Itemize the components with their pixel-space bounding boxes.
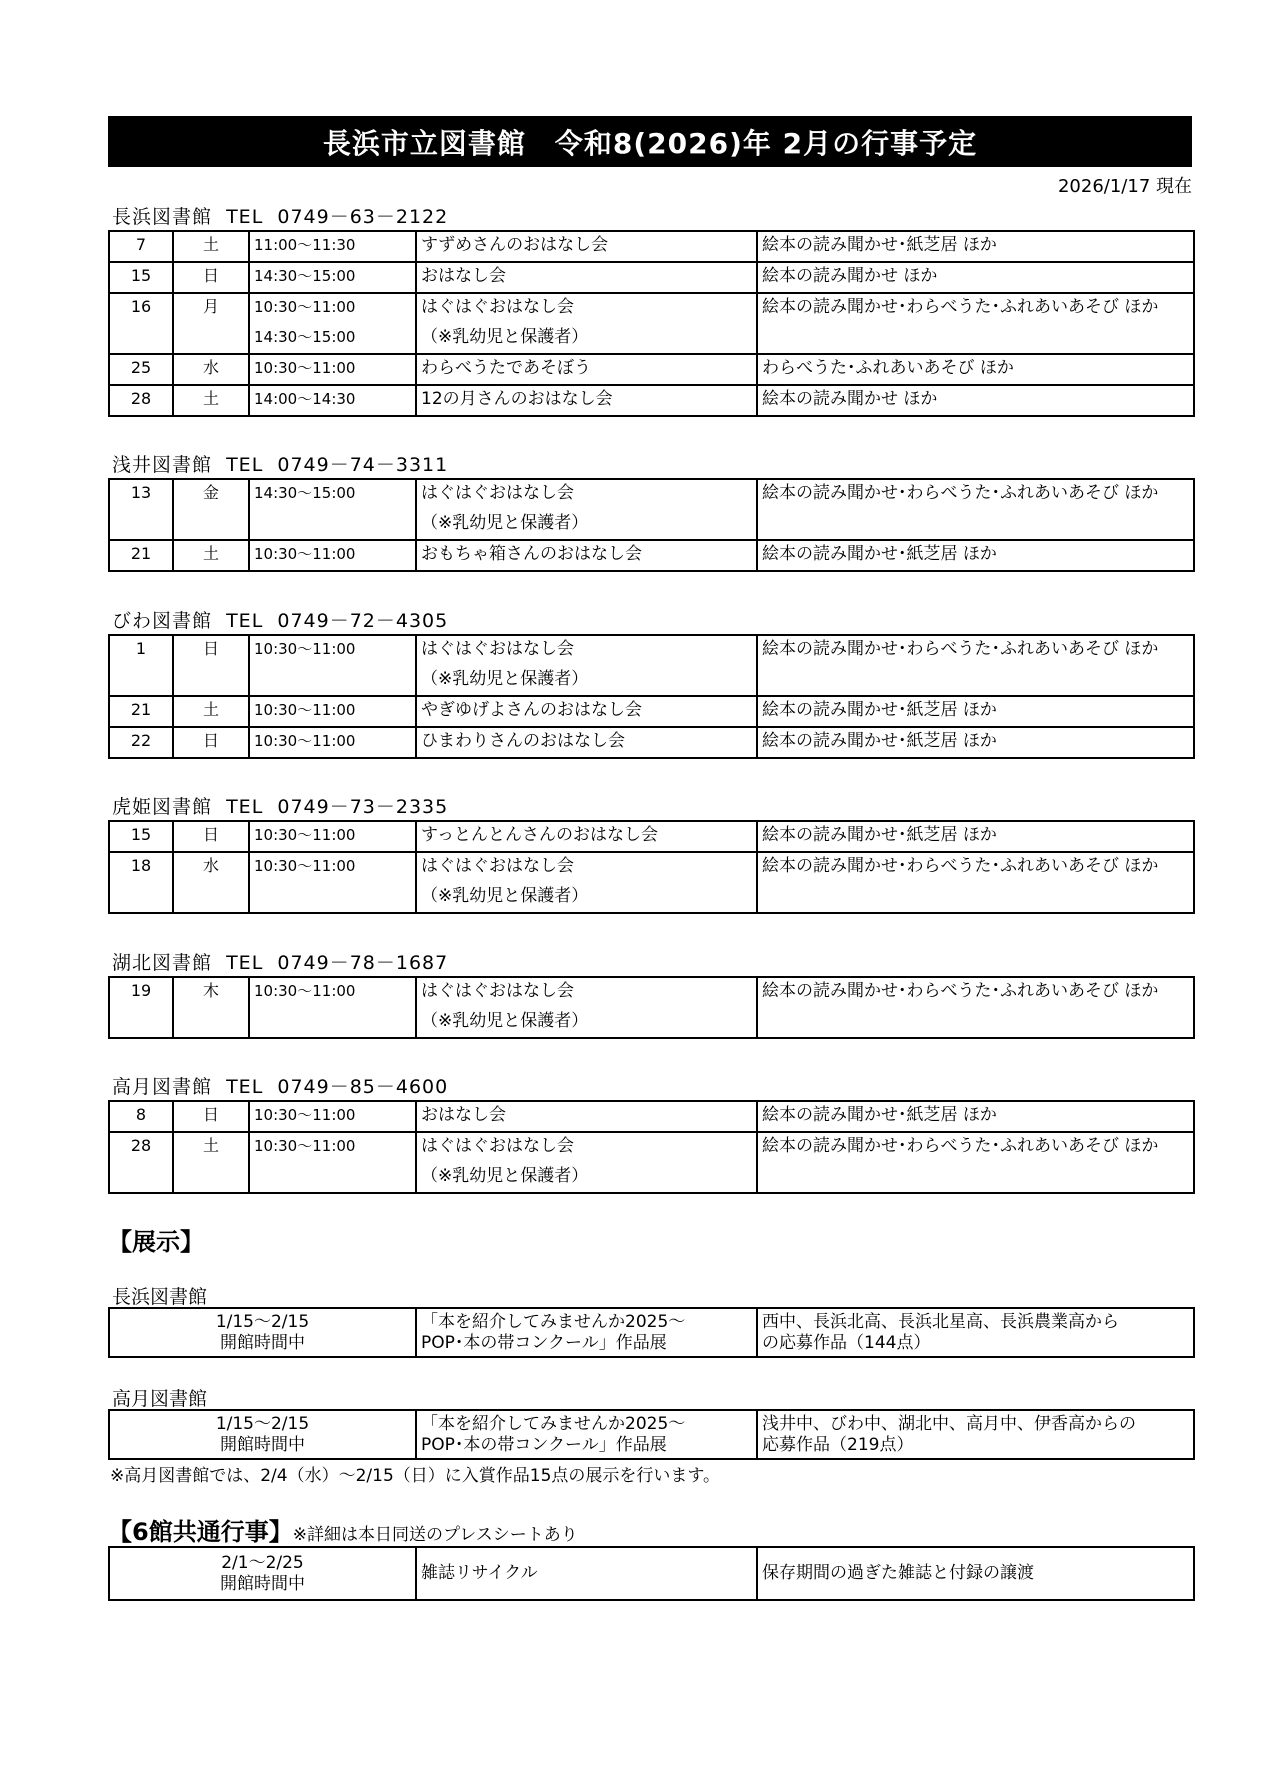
exhibit-description-line: 西中、長浜北高、長浜北星高、長浜農業高から (762, 1311, 1119, 1332)
event-time: 10:30～11:00 (249, 635, 416, 696)
event-time: 10:30～11:00 (249, 852, 416, 913)
event-day: 13 (109, 479, 173, 540)
common-events-heading (108, 1512, 578, 1547)
events-table-azai (108, 478, 1195, 572)
event-title: ひまわりさんのおはなし会 (416, 727, 757, 758)
exhibit-library-takatsuki: 高月図書館 (112, 1388, 208, 1410)
table-row (109, 479, 1194, 540)
common-description: 保存期間の過ぎた雑誌と付録の譲渡 (757, 1547, 1194, 1600)
table-row (109, 977, 1194, 1038)
event-day: 15 (109, 262, 173, 293)
event-time-line: 14:30～15:00 (254, 328, 356, 346)
table-row (109, 1410, 1194, 1459)
page-title: 長浜市立図書館 令和8(2026)年 2月の行事予定 (108, 116, 1192, 167)
event-description (757, 293, 1194, 354)
exhibit-title (416, 1410, 757, 1459)
event-time: 14:30～15:00 (249, 262, 416, 293)
common-period-dates: 2/1～2/25 (221, 1552, 304, 1573)
table-row (109, 635, 1194, 696)
table-row (109, 385, 1194, 416)
event-description (757, 1132, 1194, 1193)
exhibit-title-line: 「本を紹介してみませんか2025～ (421, 1413, 686, 1434)
event-weekday: 土 (173, 696, 249, 727)
event-weekday: 土 (173, 385, 249, 416)
event-title: おはなし会 (416, 1101, 757, 1132)
event-day: 7 (109, 231, 173, 262)
event-weekday: 日 (173, 262, 249, 293)
event-weekday: 日 (173, 821, 249, 852)
common-events-note: ※詳細は本日同送のプレスシートあり (292, 1525, 578, 1545)
event-time: 10:30～11:00 (249, 696, 416, 727)
table-row (109, 696, 1194, 727)
event-weekday: 日 (173, 1101, 249, 1132)
exhibit-title-line: POP･本の帯コンクール」作品展 (421, 1434, 667, 1455)
event-title-note: （※乳幼児と保護者） (421, 886, 589, 906)
event-time: 10:30～11:00 (249, 727, 416, 758)
common-title: 雑誌リサイクル (416, 1547, 757, 1600)
table-row (109, 231, 1194, 262)
event-title-note: （※乳幼児と保護者） (421, 327, 589, 347)
event-description-text: 絵本の読み聞かせ･わらべうた･ふれあいあそび ほか (762, 981, 1159, 1001)
library-heading-azai: 浅井図書館 TEL 0749－74－3311 (112, 454, 449, 476)
table-row (109, 262, 1194, 293)
event-title: わらべうたであそぼう (416, 354, 757, 385)
exhibit-table-nagahama (108, 1307, 1195, 1358)
exhibit-period-hours: 開館時間中 (220, 1332, 305, 1353)
event-title (416, 977, 757, 1038)
exhibit-description-line: 浅井中、びわ中、湖北中、高月中、伊香高からの (762, 1413, 1136, 1434)
event-weekday: 水 (173, 354, 249, 385)
exhibit-period-dates: 1/15～2/15 (215, 1413, 310, 1434)
event-title-line: はぐはぐおはなし会 (421, 1136, 574, 1156)
event-day: 25 (109, 354, 173, 385)
events-table-biwa (108, 634, 1195, 759)
event-day: 21 (109, 540, 173, 571)
event-title-note: （※乳幼児と保護者） (421, 669, 589, 689)
table-row (109, 727, 1194, 758)
event-description-text: 絵本の読み聞かせ･わらべうた･ふれあいあそび ほか (762, 297, 1159, 317)
event-description: わらべうた･ふれあいあそび ほか (757, 354, 1194, 385)
event-description-text: 絵本の読み聞かせ･わらべうた･ふれあいあそび ほか (762, 639, 1159, 659)
event-time: 10:30～11:00 (249, 1132, 416, 1193)
table-row (109, 821, 1194, 852)
event-description (757, 977, 1194, 1038)
exhibit-description-line: 応募作品（219点） (762, 1434, 914, 1455)
common-events-table (108, 1546, 1195, 1601)
event-title-line: はぐはぐおはなし会 (421, 981, 574, 1001)
event-title: おもちゃ箱さんのおはなし会 (416, 540, 757, 571)
event-title-note: （※乳幼児と保護者） (421, 1166, 589, 1186)
event-weekday: 金 (173, 479, 249, 540)
event-time: 14:00～14:30 (249, 385, 416, 416)
exhibit-period (109, 1410, 416, 1459)
library-heading-nagahama: 長浜図書館 TEL 0749－63－2122 (112, 206, 449, 228)
library-heading-biwa: びわ図書館 TEL 0749－72－4305 (112, 610, 449, 632)
event-title (416, 635, 757, 696)
event-day: 18 (109, 852, 173, 913)
common-period (109, 1547, 416, 1600)
event-day: 15 (109, 821, 173, 852)
event-description: 絵本の読み聞かせ ほか (757, 262, 1194, 293)
table-row (109, 354, 1194, 385)
event-description-text: 絵本の読み聞かせ･わらべうた･ふれあいあそび ほか (762, 483, 1159, 503)
exhibit-description (757, 1308, 1194, 1357)
event-time: 10:30～11:00 (249, 821, 416, 852)
event-weekday: 日 (173, 727, 249, 758)
event-time: 10:30～11:00 (249, 1101, 416, 1132)
event-day: 28 (109, 385, 173, 416)
exhibit-period-hours: 開館時間中 (220, 1434, 305, 1455)
event-description: 絵本の読み聞かせ･紙芝居 ほか (757, 231, 1194, 262)
common-events-title: 【6館共通行事】 (108, 1518, 293, 1546)
event-title-line: はぐはぐおはなし会 (421, 297, 574, 317)
event-title (416, 479, 757, 540)
table-row (109, 1101, 1194, 1132)
event-description: 絵本の読み聞かせ･紙芝居 ほか (757, 696, 1194, 727)
table-row (109, 852, 1194, 913)
event-weekday: 土 (173, 231, 249, 262)
exhibit-heading: 【展示】 (108, 1228, 204, 1256)
event-description: 絵本の読み聞かせ ほか (757, 385, 1194, 416)
common-period-hours: 開館時間中 (220, 1573, 305, 1594)
event-title-note: （※乳幼児と保護者） (421, 1011, 589, 1031)
exhibit-title-line: 「本を紹介してみませんか2025～ (421, 1311, 686, 1332)
exhibit-note: ※高月図書館では、2/4（水）～2/15（日）に入賞作品15点の展示を行います。 (110, 1466, 721, 1486)
event-time (249, 293, 416, 354)
event-day: 19 (109, 977, 173, 1038)
event-description: 絵本の読み聞かせ･紙芝居 ほか (757, 1101, 1194, 1132)
event-time: 10:30～11:00 (249, 540, 416, 571)
event-description (757, 635, 1194, 696)
event-title-line: はぐはぐおはなし会 (421, 639, 574, 659)
events-table-torahime (108, 820, 1195, 914)
library-heading-takatsuki: 高月図書館 TEL 0749－85－4600 (112, 1076, 449, 1098)
table-row (109, 1132, 1194, 1193)
event-title: やぎゆげよさんのおはなし会 (416, 696, 757, 727)
event-time: 11:00～11:30 (249, 231, 416, 262)
table-row (109, 1547, 1194, 1600)
event-day: 8 (109, 1101, 173, 1132)
event-day: 28 (109, 1132, 173, 1193)
event-title-line: はぐはぐおはなし会 (421, 483, 574, 503)
event-weekday: 日 (173, 635, 249, 696)
event-time: 10:30～11:00 (249, 354, 416, 385)
event-description (757, 852, 1194, 913)
event-title (416, 852, 757, 913)
event-description-text: 絵本の読み聞かせ･わらべうた･ふれあいあそび ほか (762, 1136, 1159, 1156)
event-title: すずめさんのおはなし会 (416, 231, 757, 262)
event-title-note: （※乳幼児と保護者） (421, 513, 589, 533)
library-heading-torahime: 虎姫図書館 TEL 0749－73－2335 (112, 796, 449, 818)
exhibit-description (757, 1410, 1194, 1459)
table-row (109, 540, 1194, 571)
event-weekday: 土 (173, 540, 249, 571)
library-heading-kohoku: 湖北図書館 TEL 0749－78－1687 (112, 952, 449, 974)
event-title: おはなし会 (416, 262, 757, 293)
table-row (109, 293, 1194, 354)
event-description (757, 479, 1194, 540)
event-time: 10:30～11:00 (249, 977, 416, 1038)
exhibit-title (416, 1308, 757, 1357)
event-weekday: 土 (173, 1132, 249, 1193)
event-weekday: 木 (173, 977, 249, 1038)
event-description: 絵本の読み聞かせ･紙芝居 ほか (757, 540, 1194, 571)
event-title: 12の月さんのおはなし会 (416, 385, 757, 416)
event-time-line: 10:30～11:00 (254, 298, 356, 316)
exhibit-period (109, 1308, 416, 1357)
event-day: 16 (109, 293, 173, 354)
event-weekday: 月 (173, 293, 249, 354)
exhibit-library-nagahama: 長浜図書館 (112, 1286, 208, 1308)
events-table-takatsuki (108, 1100, 1195, 1194)
exhibit-period-dates: 1/15～2/15 (215, 1311, 310, 1332)
as-of-date: 2026/1/17 現在 (1057, 176, 1192, 197)
event-description-text: 絵本の読み聞かせ･わらべうた･ふれあいあそび ほか (762, 856, 1159, 876)
event-description: 絵本の読み聞かせ･紙芝居 ほか (757, 821, 1194, 852)
exhibit-description-line: の応募作品（144点） (762, 1332, 931, 1353)
event-day: 21 (109, 696, 173, 727)
event-description: 絵本の読み聞かせ･紙芝居 ほか (757, 727, 1194, 758)
event-title (416, 1132, 757, 1193)
event-time: 14:30～15:00 (249, 479, 416, 540)
table-row (109, 1308, 1194, 1357)
event-day: 1 (109, 635, 173, 696)
events-table-kohoku (108, 976, 1195, 1039)
event-day: 22 (109, 727, 173, 758)
exhibit-table-takatsuki (108, 1409, 1195, 1460)
event-title-line: はぐはぐおはなし会 (421, 856, 574, 876)
event-title: すっとんとんさんのおはなし会 (416, 821, 757, 852)
event-title (416, 293, 757, 354)
events-table-nagahama (108, 230, 1195, 417)
event-weekday: 水 (173, 852, 249, 913)
exhibit-title-line: POP･本の帯コンクール」作品展 (421, 1332, 667, 1353)
